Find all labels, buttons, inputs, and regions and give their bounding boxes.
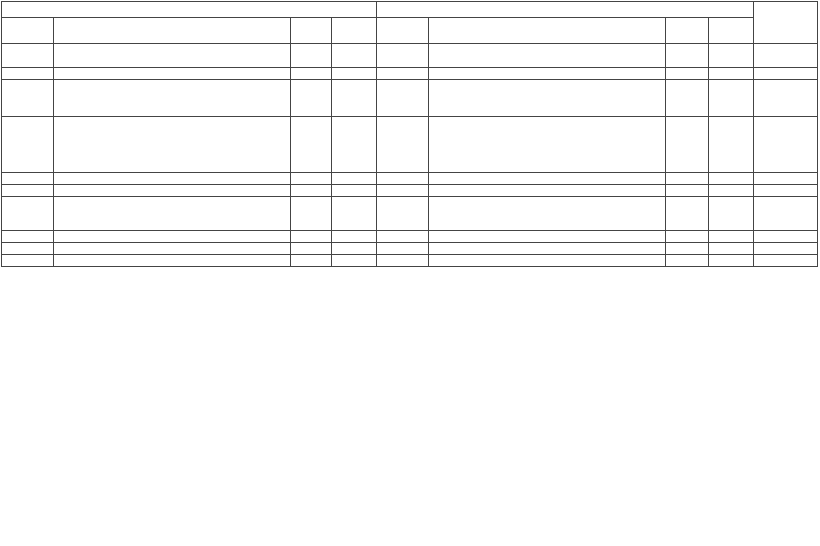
code-cell xyxy=(377,68,429,80)
name-cell xyxy=(54,173,291,185)
heading-code xyxy=(377,255,429,267)
gen-cell xyxy=(709,243,754,255)
mfn-col-header xyxy=(666,18,709,44)
mfn-cell xyxy=(666,80,709,117)
code-col-header xyxy=(377,18,429,44)
mfn-cell xyxy=(666,68,709,80)
name-cell xyxy=(429,197,666,231)
heading-name xyxy=(54,117,291,173)
gen-cell xyxy=(332,173,377,185)
remark-cell xyxy=(754,231,818,243)
gen-cell xyxy=(709,197,754,231)
gen-col-header xyxy=(332,18,377,44)
remark-cell xyxy=(754,117,818,173)
code-col-header xyxy=(2,18,54,44)
code-cell xyxy=(2,243,54,255)
remark-cell xyxy=(754,255,818,267)
gen-cell xyxy=(709,231,754,243)
year-2021-header xyxy=(2,2,377,18)
code-cell xyxy=(377,243,429,255)
name-cell xyxy=(429,231,666,243)
name-col-header xyxy=(54,18,291,44)
heading-code xyxy=(2,255,54,267)
name-col-header xyxy=(429,18,666,44)
code-cell xyxy=(377,231,429,243)
tariff-table xyxy=(1,1,818,267)
name-cell xyxy=(429,80,666,117)
code-cell xyxy=(377,80,429,117)
heading-code xyxy=(377,44,429,68)
remark-cell xyxy=(754,197,818,231)
name-cell xyxy=(429,68,666,80)
heading-name xyxy=(429,255,666,267)
heading-code xyxy=(377,117,429,173)
mfn-cell xyxy=(666,231,709,243)
heading-name xyxy=(429,117,666,173)
remark-cell xyxy=(754,68,818,80)
mfn-cell xyxy=(291,173,332,185)
name-cell xyxy=(429,243,666,255)
year-2022-header xyxy=(377,2,754,18)
remarks-header xyxy=(754,2,818,44)
heading-name xyxy=(429,44,666,68)
gen-cell xyxy=(709,68,754,80)
name-cell xyxy=(54,243,291,255)
code-cell xyxy=(377,197,429,231)
gen-col-header xyxy=(709,18,754,44)
mfn-cell xyxy=(291,243,332,255)
mfn-col-header xyxy=(291,18,332,44)
mfn-cell xyxy=(666,197,709,231)
remark-cell xyxy=(754,173,818,185)
mfn-cell xyxy=(666,243,709,255)
gen-cell xyxy=(332,243,377,255)
gen-cell xyxy=(709,80,754,117)
heading-code xyxy=(2,117,54,173)
code-cell xyxy=(2,173,54,185)
heading-name xyxy=(54,255,291,267)
remark-cell xyxy=(754,80,818,117)
name-cell xyxy=(429,185,666,197)
